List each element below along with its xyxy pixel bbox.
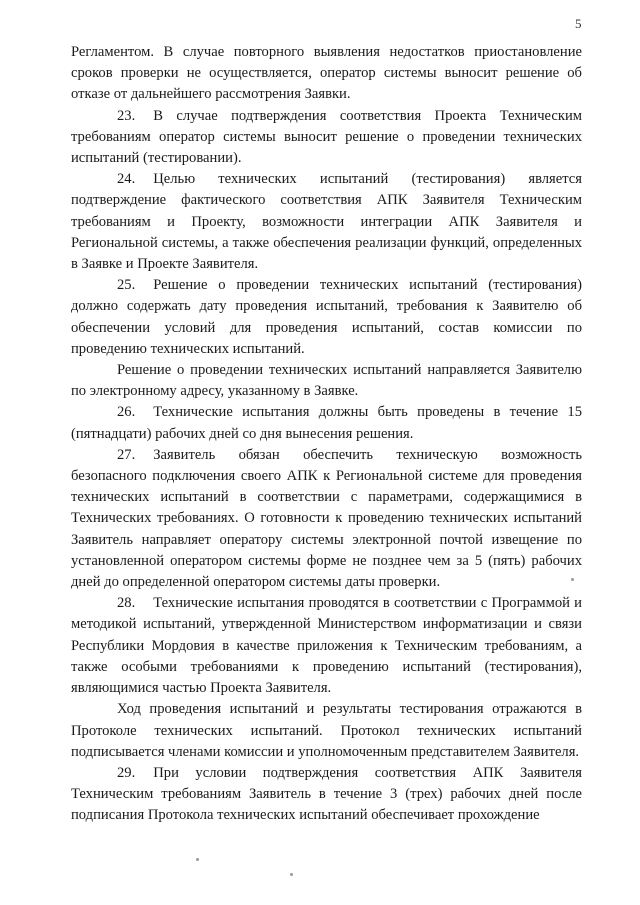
paragraph-number: 26. — [117, 404, 136, 421]
paragraph-text: Решение о проведении технических испытаний (тестирования) должно содержать дату проведения испытаний, требования к Заявителю об обеспечении условий для проведения испытаний, состав комиссии по проведению технических испытаний. — [71, 277, 582, 357]
paragraph-number: 25. — [117, 277, 136, 294]
paragraph-number: 27. — [117, 446, 136, 463]
paragraph-number: 24. — [117, 171, 136, 188]
paragraph-28-note — [71, 699, 582, 763]
paragraph-text: Регламентом. В случае повторного выявления недостатков приостановление сроков проверки не осуществляется, оператор системы выносит решение об отказе от дальнейшего рассмотрения Заявки. — [71, 44, 582, 103]
scan-speck — [571, 578, 574, 581]
paragraph-25 — [71, 275, 582, 360]
paragraph-continuation — [71, 42, 582, 106]
scan-speck — [290, 873, 293, 876]
scan-speck — [196, 858, 199, 861]
paragraph-26 — [71, 402, 582, 444]
paragraph-29 — [71, 763, 582, 827]
paragraph-text: Заявитель обязан обеспечить техническую возможность безопасного подключения своего АПК к Региональной системе для проведения технических испытаний в соответствии с параметрами, содержащимися в Технических требованиях. О готовности к проведению технических испытаний Заявитель направляет оператору системы электронной почтой извещение по установленной оператором системы форме не позднее чем за 5 (пять) рабочих дней до определенной оператором системы даты проверки. — [71, 446, 582, 591]
paragraph-number: 28. — [117, 595, 136, 612]
paragraph-text: Технические испытания должны быть проведены в течение 15 (пятнадцати) рабочих дней со дня вынесения решения. — [71, 404, 582, 442]
paragraph-text: Технические испытания проводятся в соответствии с Программой и методикой испытаний, утвержденной Министерством информатизации и связи Республики Мордовия в качестве приложения к Техническим требованиям, а также особыми требованиями к проведению испытаний (тестирования), являющимися частью Проекта Заявителя. — [71, 595, 582, 697]
paragraph-24 — [71, 169, 582, 275]
paragraph-text: Целью технических испытаний (тестирования) является подтверждение фактического соответствия АПК Заявителя Техническим требованиям и Проекту, возможности интеграции АПК Заявителя и Региональной системы, а также обеспечения реализации функций, определенных в Заявке и Проекте Заявителя. — [71, 171, 582, 273]
paragraph-27 — [71, 445, 582, 593]
paragraph-text: При условии подтверждения соответствия АПК Заявителя Техническим требованиям Заявитель в течение 3 (трех) рабочих дней после подписания Протокола технических испытаний обеспечивает прохождение — [71, 764, 582, 824]
paragraph-text: В случае подтверждения соответствия Проекта Техническим требованиям оператор системы выносит решение о проведении технических испытаний (тестировании). — [71, 107, 582, 167]
document-body — [71, 42, 582, 827]
paragraph-28 — [71, 593, 582, 699]
page-number: 5 — [575, 16, 582, 31]
paragraph-text: Ход проведения испытаний и результаты тестирования отражаются в Протоколе технических испытаний. Протокол технических испытаний подписывается членами комиссии и уполномоченным представителем Заявителя. — [71, 701, 582, 760]
paragraph-23 — [71, 106, 582, 170]
paragraph-number: 29. — [117, 764, 136, 781]
paragraph-number: 23. — [117, 107, 136, 124]
paragraph-25-note — [71, 360, 582, 402]
paragraph-text: Решение о проведении технических испытаний направляется Заявителю по электронному адресу, указанному в Заявке. — [71, 362, 582, 400]
